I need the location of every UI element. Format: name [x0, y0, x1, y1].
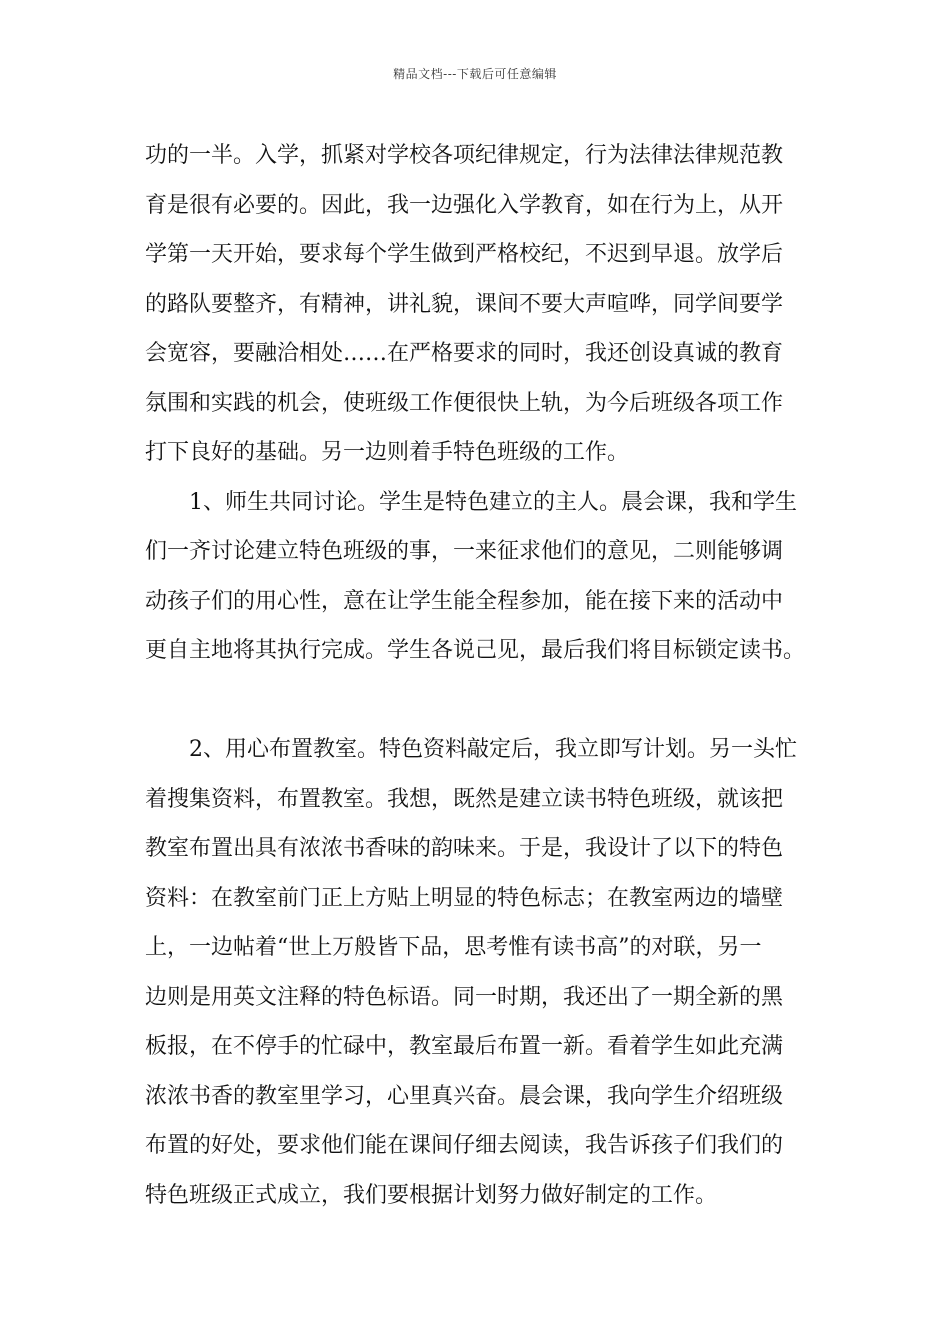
- text-line-first: 1、师生共同讨论。学生是特色建立的主人。晨会课，我和学生: [189, 489, 797, 515]
- text-line-first: 2、用心布置教室。特色资料敲定后，我立即写计划。另一头忙: [189, 737, 797, 762]
- text-line: 特色班级正式成立，我们要根据计划努力做好制定的工作。: [145, 1182, 718, 1208]
- text-line: 更自主地将其执行完成。学生各说己见，最后我们将目标锁定读书。: [145, 638, 806, 663]
- text-line: 的路队要整齐，有精神，讲礼貌，课间不要大声喧哗，同学间要学: [145, 291, 784, 317]
- text-line: 功的一半。入学，抓紧对学校各项纪律规定，行为法律法律规范教: [145, 143, 784, 168]
- text-line: 着搜集资料，布置教室。我想，既然是建立读书特色班级，就该把: [145, 786, 784, 812]
- text-line: 资料：在教室前门正上方贴上明显的特色标志；在教室两边的墙壁: [145, 885, 784, 911]
- text-line: 打下良好的基础。另一边则着手特色班级的工作。: [145, 440, 630, 465]
- text-line: 学第一天开始，要求每个学生做到严格校纪，不迟到早退。放学后: [145, 242, 784, 267]
- text-line: 上，一边帖着“世上万般皆下品，思考惟有读书高”的对联，另一: [145, 935, 762, 960]
- text-line: 板报，在不停手的忙碌中，教室最后布置一新。看着学生如此充满: [145, 1034, 784, 1059]
- page-header: 精品文档---下载后可任意编辑: [393, 67, 557, 81]
- paragraph-intro-continued: [145, 131, 815, 478]
- text-line: 育是很有必要的。因此，我一边强化入学教育，如在行为上，从开: [145, 192, 784, 218]
- paragraph-item-2: [145, 725, 815, 1220]
- text-line: 动孩子们的用心性，意在让学生能全程参加，能在接下来的活动中: [145, 588, 784, 614]
- text-line: 们一齐讨论建立特色班级的事，一来征求他们的意见，二则能够调: [145, 539, 784, 564]
- text-line: 氛围和实践的机会，使班级工作便很快上轨，为今后班级各项工作: [145, 390, 784, 416]
- text-line: 会宽容，要融洽相处……在严格要求的同时，我还创设真诚的教育: [145, 341, 784, 366]
- text-line: 教室布置出具有浓浓书香味的韵味来。于是，我设计了以下的特色: [145, 836, 784, 861]
- document-body: [145, 131, 815, 1220]
- text-line: 布置的好处，要求他们能在课间仔细去阅读，我告诉孩子们我们的: [145, 1133, 784, 1158]
- paragraph-spacer: [145, 676, 815, 726]
- text-line: 边则是用英文注释的特色标语。同一时期，我还出了一期全新的黑: [145, 984, 784, 1010]
- text-line: 浓浓书香的教室里学习，心里真兴奋。晨会课，我向学生介绍班级: [145, 1083, 784, 1109]
- paragraph-item-1: [145, 478, 815, 676]
